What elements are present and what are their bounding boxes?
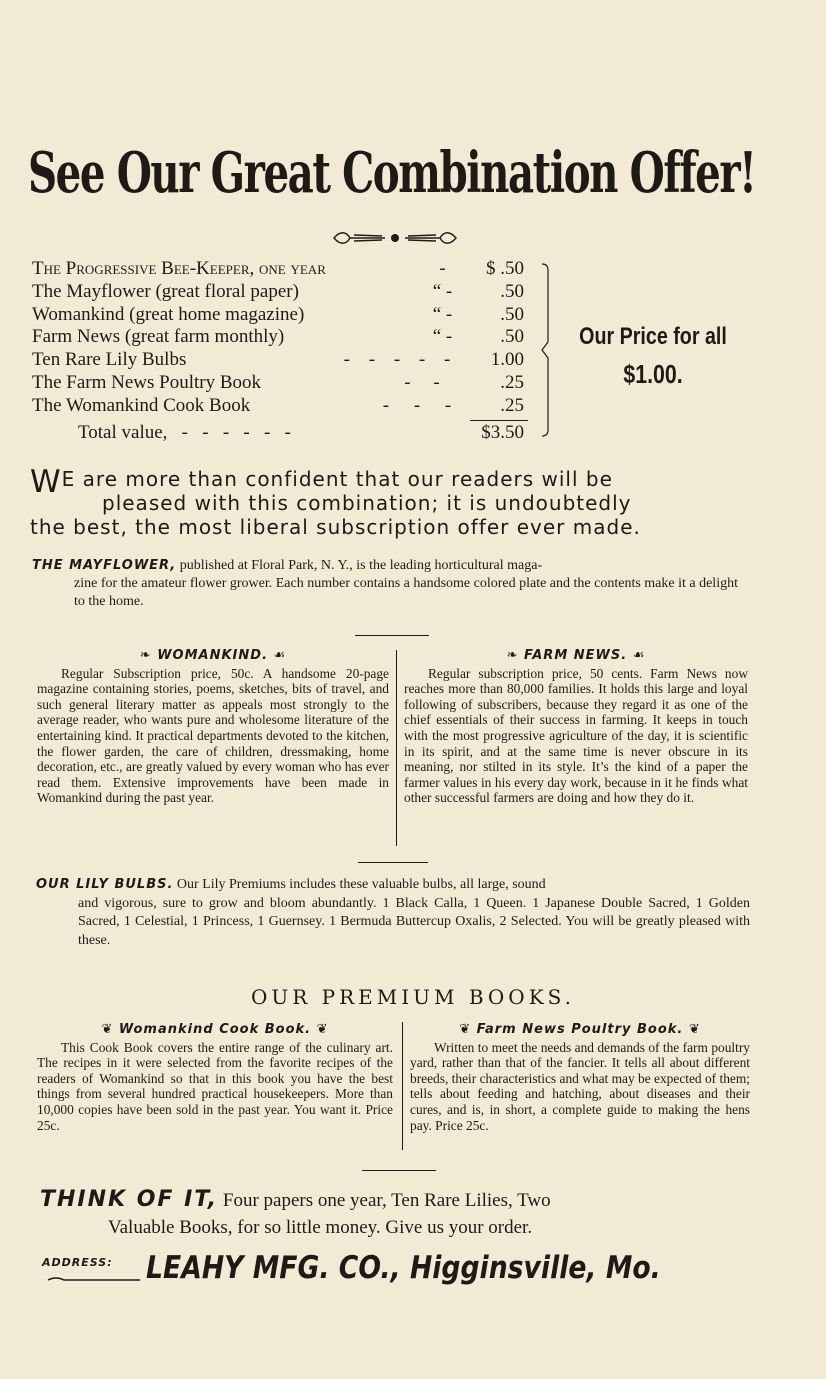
poultry-book-text: Written to meet the needs and demands of the farm poultry yard, rather than that of the fancier. It tells all about different breeds, their characteristics and what may be expected of them; tells about feeding and hatching, about diseases and their cures, and is, in short, a complete guide to making the hens pay. Price 25c. <box>410 1039 750 1133</box>
offer-row <box>32 258 532 281</box>
address-label: ADDRESS: <box>42 1256 113 1269</box>
poultry-book-column <box>410 1022 750 1133</box>
offer-amount: .50 <box>500 326 524 348</box>
premium-books-title: OUR PREMIUM BOOKS. <box>250 985 575 1009</box>
lily-text-rest: and vigorous, sure to grow and bloom abundantly. 1 Black Calla, 1 Queen. 1 Japanese Double Sacred, 1 Golden Sacred, 1 Celestial, 1 Princess, 1 Guernsey. 1 Bermuda Buttercup Oxalis, 2 Selected. You will be greatly pleased with these. <box>78 895 750 948</box>
offer-amount: .25 <box>500 394 524 416</box>
mayflower-heading: THE MAYFLOWER, <box>32 558 177 573</box>
offer-price-table <box>32 258 532 444</box>
ornament-divider <box>330 228 460 248</box>
column-divider <box>402 1022 403 1150</box>
cook-book-column <box>37 1022 393 1133</box>
farm-news-column <box>404 648 748 806</box>
cook-book-text: This Cook Book covers the entire range of the culinary art. The recipes in it were selected from the favorite recipes of the readers of Womankind so that in this book you have the best things from several hundred practical housekeepers. More than 10,000 copies have been sold in the past year. You want it. Price 25c. <box>37 1039 393 1133</box>
total-label: Total value, - - - - - - <box>78 421 291 443</box>
offer-price-value: $1.00. <box>623 359 683 389</box>
offer-row <box>32 395 532 418</box>
womankind-column <box>37 648 389 806</box>
offer-sep: - - <box>404 371 440 393</box>
lily-text: Our Lily Premiums includes these valuable bulbs, all large, sound <box>176 877 546 892</box>
offer-item: Ten Rare Lily Bulbs <box>32 349 187 371</box>
offer-amount: .50 <box>500 280 524 302</box>
offer-row <box>32 349 532 372</box>
lily-heading: OUR LILY BULBS. <box>36 877 174 892</box>
offer-amount: .50 <box>500 303 524 325</box>
offer-sep: “ - <box>432 280 453 302</box>
headline: See Our Great Combination Offer! <box>28 140 756 206</box>
farm-news-text: Regular subscription price, 50 cents. Farm News now reaches more than 80,000 families. It holds this large and loyal following of subscribers, because they regard it as one of the chief essentials of their success in farming. It keeps in touch with the most progressive agriculture of the day, it is scientific in its spirit, and at the same time is never obscure in its meaning, nor stilted in its style. It’s the kind of a paper the farmer values in his every day work, because in it he finds what other successful farmers are doing and how they do it. <box>404 665 748 806</box>
offer-item: The Farm News Poultry Book <box>32 371 262 393</box>
offer-row <box>32 304 532 327</box>
intro-line: pleased with this combination; it is undoubtedly <box>102 491 632 515</box>
divider-rule <box>358 862 428 863</box>
think-of-it-section <box>40 1186 760 1241</box>
think-heading: THINK OF IT, <box>40 1187 219 1212</box>
offer-item: The Womankind Cook Book <box>32 394 251 416</box>
offer-total-row <box>32 422 532 445</box>
address-flourish <box>46 1274 142 1284</box>
farm-news-heading: ❧ FARM NEWS. ☙ <box>506 648 646 663</box>
intro-line: E are more than confident that our readers will be <box>61 467 613 491</box>
offer-amount: .25 <box>500 371 524 393</box>
offer-row <box>32 326 532 349</box>
womankind-heading: ❧ WOMANKIND. ☙ <box>139 648 287 663</box>
lily-bulbs-section <box>36 876 750 950</box>
mayflower-text: published at Floral Park, N. Y., is the leading horticultural maga- <box>179 558 543 573</box>
offer-row <box>32 372 532 395</box>
column-divider <box>396 650 397 846</box>
offer-sep: - - - - - <box>343 349 451 371</box>
divider-rule <box>355 635 429 636</box>
offer-item: The Mayflower (great floral paper) <box>32 280 299 302</box>
offer-sep: - <box>439 258 446 279</box>
divider-rule <box>362 1170 436 1171</box>
offer-row <box>32 281 532 304</box>
offer-price-label: Our Price for all <box>579 323 727 350</box>
think-text-rest: Valuable Books, for so little money. Give us your order. <box>108 1217 533 1238</box>
mayflower-section <box>32 557 748 611</box>
mayflower-text-rest: zine for the amateur flower grower. Each number contains a handsome colored plate and the contents make it a delight to the home. <box>74 576 738 609</box>
offer-price <box>558 320 748 394</box>
womankind-text: Regular Subscription price, 50c. A handsome 20-page magazine containing stories, poems, sketches, bits of travel, and such general literary matter as appeals most strongly to the average reader, who wants pure and wholesome literature of the entertaining kind. It practical departments devoted to the kitchen, the flower garden, the care of children, dressmaking, home decoration, etc., are greatly valued by every woman who has ever read them. Extensive improvements have been made in Womankind during the past year. <box>37 665 389 806</box>
think-text: Four papers one year, Ten Rare Lilies, Two <box>222 1190 551 1211</box>
offer-item: Farm News (great farm monthly) <box>32 326 285 348</box>
cook-book-heading: ❦ Womankind Cook Book. ❦ <box>101 1022 329 1037</box>
total-amount: $3.50 <box>481 421 524 443</box>
offer-amount: $ .50 <box>486 258 524 279</box>
offer-sep: “ - <box>432 326 453 348</box>
intro-dropcap: W <box>30 464 62 500</box>
offer-amount: 1.00 <box>490 349 524 371</box>
intro-paragraph <box>30 464 750 539</box>
poultry-book-heading: ❦ Farm News Poultry Book. ❦ <box>459 1022 701 1037</box>
total-underline <box>470 420 528 421</box>
offer-item: The Progressive Bee-Keeper, one year <box>32 258 326 279</box>
offer-sep: - - - <box>382 394 452 416</box>
offer-sep: “ - <box>432 303 453 325</box>
intro-line: the best, the most liberal subscription offer ever made. <box>30 515 641 539</box>
offer-bracket <box>540 262 552 438</box>
address-text: LEAHY MFG. CO., Higginsville, Mo. <box>146 1250 661 1286</box>
offer-item: Womankind (great home magazine) <box>32 303 305 325</box>
